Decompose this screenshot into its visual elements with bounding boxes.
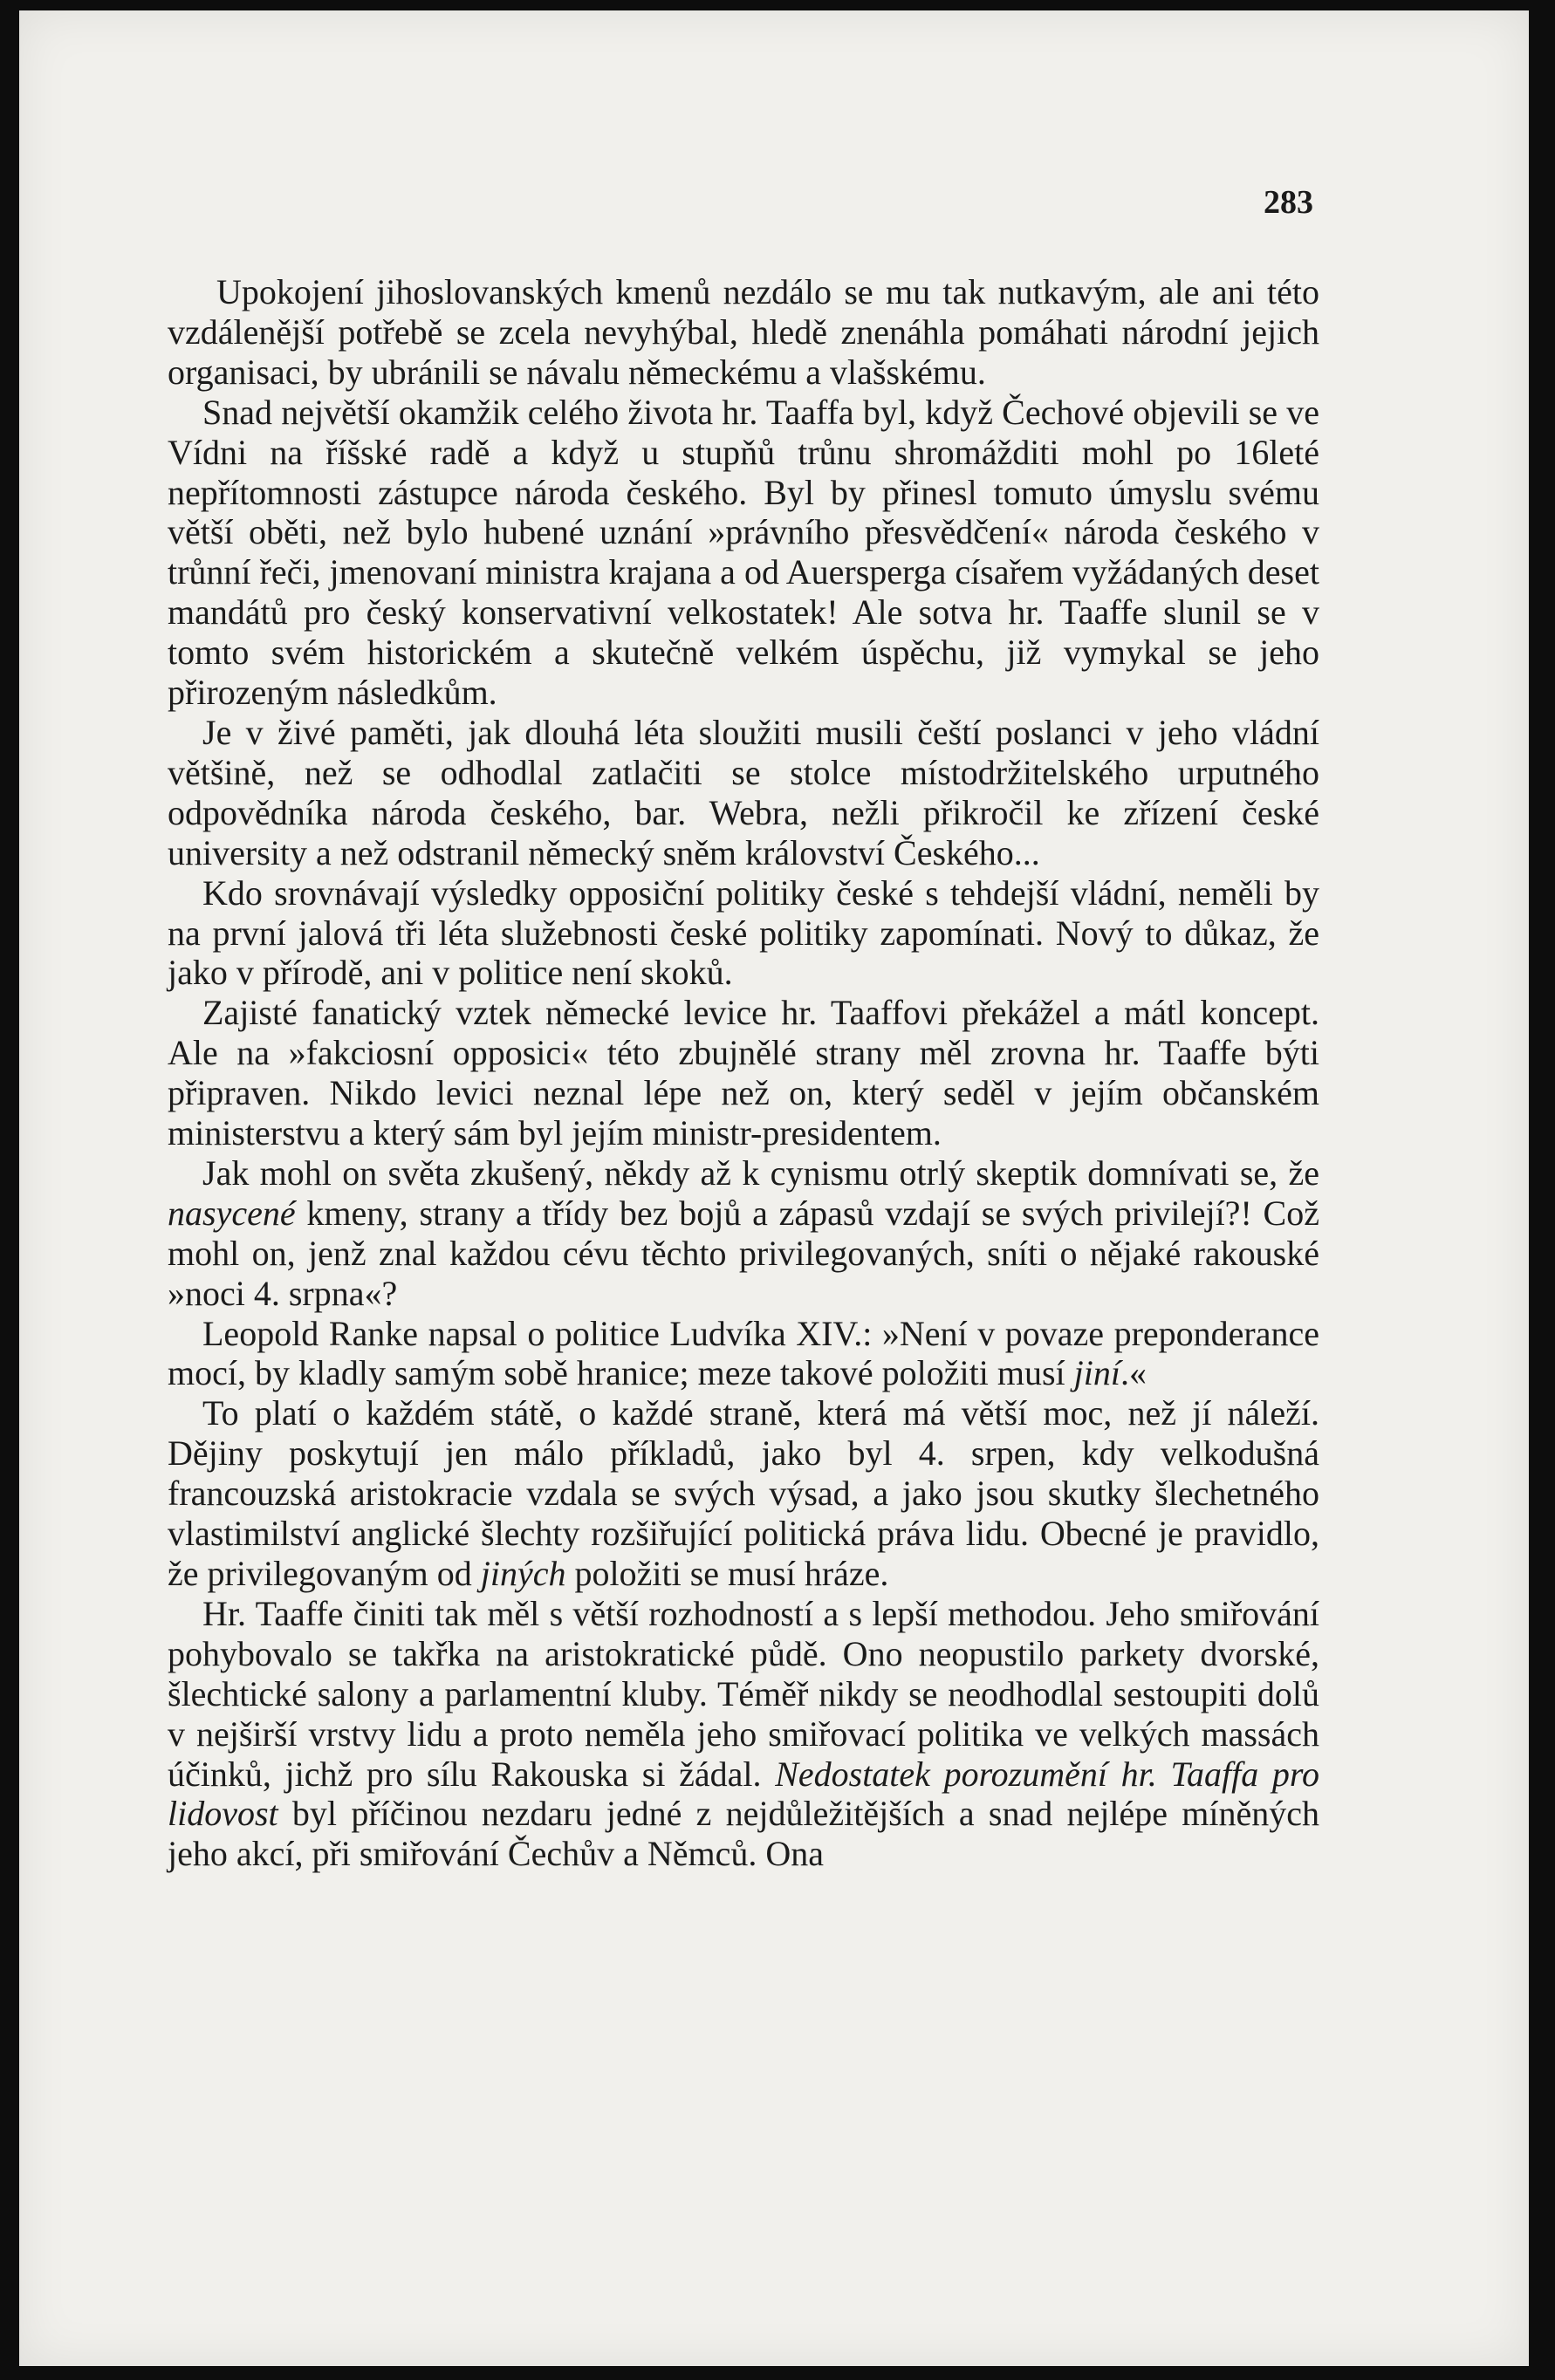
text-run: Hr. Taaffe činiti tak měl s větší rozhodností a s lepší methodou. Jeho smiřování pohybovalo se takřka na aristokratické půdě. Ono neopustilo parkety dvorské, šlechtické salony a parlamentní kluby. Téměř nikdy se neodhodlal sestoupiti dolů v nejširší vrstvy lidu a proto neměla jeho smiřovací politika ve velkých massách účinků, jichž pro sílu Rakouska si žádal.: [168, 1593, 1319, 1794]
text-run: Snad největší okamžik celého života hr. Taaffa byl, když Čechové objevili se ve Vídni na říšské radě a když u stupňů trůnu shromážditi mohl po 16leté nepřítomnosti zástupce národa českého. Byl by přinesl tomuto úmyslu svému větší oběti, než bylo hubené uznání »právního přesvědčení« národa českého v trůnní řeči, jmenovaní ministra krajana a od Auersperga císařem vyžádaných deset mandátů pro český konservativní velkostatek! Ale sotva hr. Taaffe slunil se v tomto svém historickém a skutečně velkém úspěchu, již vymykal se jeho přirozeným následkům.: [168, 392, 1319, 713]
italic-text: nasycené: [168, 1193, 296, 1233]
text-run: Leopold Ranke napsal o politice Ludvíka XIV.: »Není v povaze preponderance mocí, by kladly samým sobě hranice; meze takové položiti musí: [168, 1313, 1319, 1393]
paragraph: [168, 1314, 1319, 1394]
book-page: [19, 10, 1529, 2366]
text-run: To platí o každém státě, o každé straně, která má větší moc, než jí náleží. Dějiny poskytují jen málo příkladů, jako byl 4. srpen, kdy velkodušná francouzská aristokracie vzdala se svých výsad, a jako jsou skutky šlechetného vlastimilství anglické šlechty rozšiřující politická práva lidu. Obecné je pravidlo, že privilegovaným od: [168, 1393, 1319, 1593]
paragraph: [168, 1153, 1319, 1314]
paragraph: [168, 393, 1319, 713]
paragraph: [168, 713, 1319, 873]
page-number: 283: [1264, 184, 1313, 221]
text-run: Kdo srovnávají výsledky opposiční politiky české s tehdejší vládní, neměli by na první jalová tři léta služebnosti české politiky zapomínati. Nový to důkaz, že jako v přírodě, ani v politice není skoků.: [168, 872, 1319, 993]
text-run: položiti se musí hráze.: [565, 1554, 889, 1593]
paragraph: [168, 1594, 1319, 1874]
paragraph: [168, 1393, 1319, 1594]
paragraph: [168, 993, 1319, 1153]
text-run: Jak mohl on světa zkušený, někdy až k cynismu otrlý skeptik domnívati se, že: [202, 1152, 1319, 1193]
text-run: Upokojení jihoslovanských kmenů nezdálo se mu tak nutkavým, ale ani této vzdálenější potřebě se zcela nevyhýbal, hledě znenáhla pomáhati národní jejich organisaci, by ubránili se návalu německému a vlašskému.: [168, 272, 1319, 392]
text-run: Je v živé paměti, jak dlouhá léta sloužiti musili čeští poslanci v jeho vládní většině, než se odhodlal zatlačiti se stolce místodržitelského urputného odpovědníka národa českého, bar. Webra, nežli přikročil ke zřízení české university a než odstranil německý sněm království Českého...: [168, 712, 1319, 872]
italic-text: jiných: [480, 1554, 566, 1593]
paragraph: [168, 873, 1319, 994]
body-text: [168, 272, 1319, 1874]
text-run: kmeny, strany a třídy bez bojů a zápasů vzdají se svých privilejí?! Což mohl on, jenž znal každou cévu těchto privilegovaných, sníti o nějaké rakouské »noci 4. srpna«?: [168, 1193, 1319, 1313]
italic-text: Nedostatek porozumění hr. Taaffa pro lidovost: [168, 1754, 1319, 1834]
italic-text: jiní: [1073, 1353, 1120, 1393]
paragraph: [168, 272, 1319, 393]
text-run: Zajisté fanatický vztek německé levice hr. Taaffovi překážel a mátl koncept. Ale na »fakciosní opposici« této zbujnělé strany měl zrovna hr. Taaffe býti připraven. Nikdo levici neznal lépe než on, který seděl v jejím občanském ministerstvu a který sám byl jejím ministr-presidentem.: [168, 993, 1319, 1153]
text-run: byl příčinou nezdaru jedné z nejdůležitějších a snad nejlépe míněných jeho akcí, při smiřování Čechův a Němců. Ona: [168, 1794, 1319, 1874]
text-run: .«: [1120, 1353, 1147, 1393]
